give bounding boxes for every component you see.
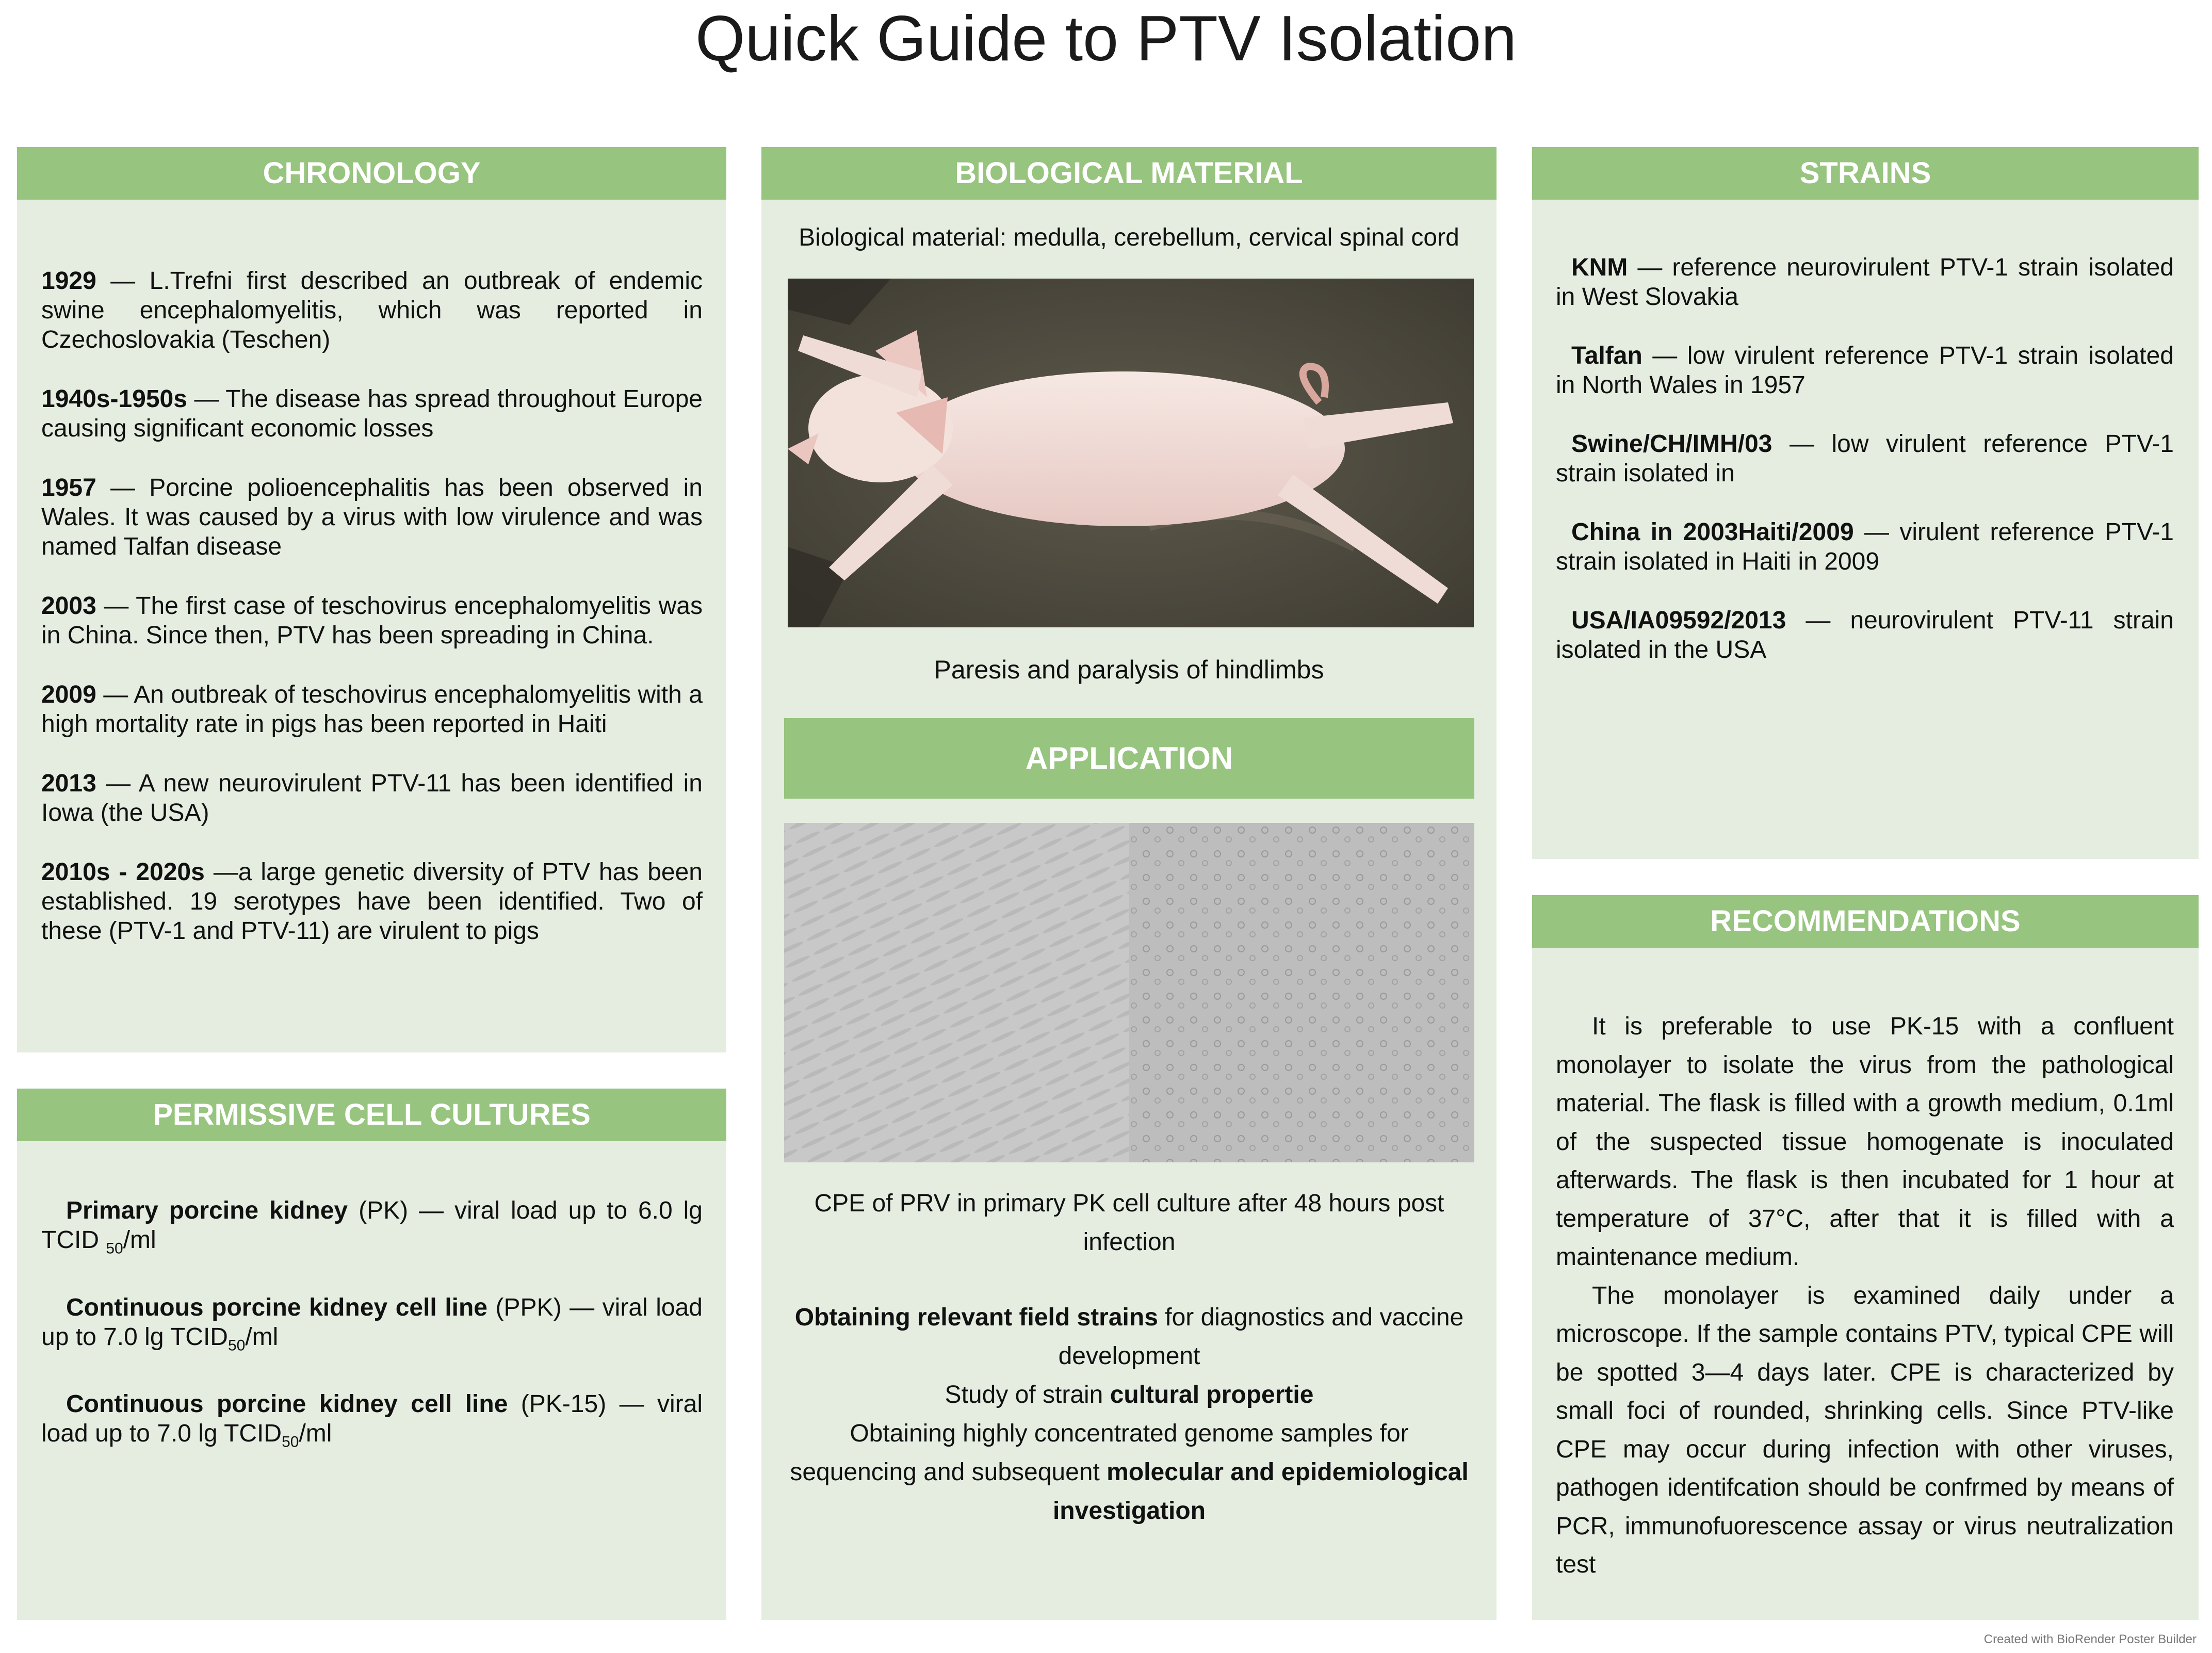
pig-photo-caption: Paresis and paralysis of hindlimbs <box>934 655 1324 684</box>
recommendations-text <box>1556 1008 2174 1584</box>
application-list <box>784 1298 1474 1530</box>
entry-text: — The first case of teschovirus encephalomyelitis was in China. Since then, PTV has been spreading in China. <box>41 592 703 649</box>
application-bold: Obtaining relevant field strains <box>794 1304 1158 1331</box>
strain-item <box>1556 606 2174 665</box>
chronology-entry <box>41 769 703 828</box>
entry-text: — Porcine polioencephalitis has been observed in Wales. It was caused by a virus with low virulence and was named Talfan disease <box>41 474 703 560</box>
strain-name: USA/IA09592/2013 <box>1571 607 1786 634</box>
entry-year: 1940s-1950s <box>41 385 187 413</box>
cell-cultures-list <box>41 1196 703 1486</box>
subscript: 50 <box>227 1337 246 1354</box>
application-text: for diagnostics and vaccine development <box>1058 1304 1464 1370</box>
cell-culture-name: Continuous porcine kidney cell line <box>66 1390 508 1418</box>
chronology-entry <box>41 266 703 354</box>
strain-text: — low virulent reference PTV-1 strain isolated in North Wales in 1957 <box>1556 342 2174 399</box>
cell-culture-detail: (PK) — viral load up to 6.0 lg TCID <box>41 1197 703 1254</box>
cell-cultures-heading: PERMISSIVE CELL CULTURES <box>17 1089 726 1141</box>
cell-culture-item <box>41 1389 703 1457</box>
cell-culture-item <box>41 1196 703 1263</box>
strain-item <box>1556 517 2174 576</box>
strain-text: — neurovirulent PTV-11 strain isolated in the USA <box>1556 607 2174 663</box>
strain-name: Swine/CH/IMH/03 <box>1571 430 1772 458</box>
entry-text: — An outbreak of teschovirus encephalomyelitis with a high mortality rate in pigs has been reported in Haiti <box>41 681 703 738</box>
entry-text: —a large genetic diversity of PTV has been established. 19 serotypes have been identified. Two of these (PTV-1 and PTV-11) are virulent to pigs <box>41 858 703 945</box>
cell-culture-detail: (PPK) — viral load up to 7.0 lg TCID <box>41 1293 703 1351</box>
application-item <box>784 1375 1474 1414</box>
strains-list <box>1556 253 2174 694</box>
strains-heading: STRAINS <box>1532 147 2199 200</box>
entry-year: 1929 <box>41 267 96 295</box>
chronology-entry <box>41 473 703 561</box>
cell-culture-item <box>41 1293 703 1360</box>
chronology-list <box>41 266 703 976</box>
chronology-entry <box>41 680 703 739</box>
entry-text: — A new neurovirulent PTV-11 has been identified in Iowa (the USA) <box>41 770 703 826</box>
pig-photo <box>788 279 1474 627</box>
unit: /ml <box>299 1420 332 1448</box>
unit: /ml <box>123 1226 156 1254</box>
application-item <box>784 1414 1474 1530</box>
credit-text: Created with BioRender Poster Builder <box>1983 1632 2197 1646</box>
strain-item <box>1556 341 2174 400</box>
unit: /ml <box>245 1323 279 1351</box>
subscript: 50 <box>106 1240 123 1257</box>
chronology-entry <box>41 384 703 443</box>
strain-name: KNM <box>1571 254 1628 281</box>
recommendations-heading: RECOMMENDATIONS <box>1532 895 2199 948</box>
cell-culture-micrograph <box>784 823 1474 1162</box>
entry-year: 2013 <box>41 770 96 797</box>
entry-text: — L.Trefni first described an outbreak of endemic swine encephalomyelitis, which was reported in Czechoslovakia (Teschen) <box>41 267 703 353</box>
chronology-entry <box>41 857 703 946</box>
cell-culture-name: Primary porcine kidney <box>66 1197 348 1224</box>
cell-culture-name: Continuous porcine kidney cell line <box>66 1293 487 1321</box>
strain-name: Talfan <box>1571 342 1642 369</box>
application-bold: cultural propertie <box>1110 1381 1314 1408</box>
strain-name: China in 2003Haiti/2009 <box>1571 518 1854 546</box>
biological-material-heading: BIOLOGICAL MATERIAL <box>761 147 1497 200</box>
entry-year: 2010s - 2020s <box>41 858 205 886</box>
cell-culture-detail: (PK-15) — viral load up to 7.0 lg TCID <box>41 1390 703 1448</box>
poster-title: Quick Guide to PTV Isolation <box>695 3 1517 74</box>
recommendation-paragraph: It is preferable to use PK-15 with a confluent monolayer to isolate the virus from the pathological material. The flask is filled with a growth medium, 0.1ml of the suspected tissue homogenate is inoculated afterwards. The flask is then incubated for 1 hour at temperature of 37°C, after that it is filled with a maintenance medium. <box>1556 1013 2174 1271</box>
application-text: Study of strain <box>945 1381 1110 1408</box>
strain-text: — low virulent reference PTV-1 strain isolated in <box>1556 430 2174 487</box>
entry-year: 2009 <box>41 681 96 708</box>
strain-text: — virulent reference PTV-1 strain isolated in Haiti in 2009 <box>1556 518 2174 575</box>
biological-material-intro: Biological material: medulla, cerebellum, cervical spinal cord <box>799 224 1459 251</box>
recommendation-paragraph: The monolayer is examined daily under a microscope. If the sample contains PTV, typical CPE will be spotted 3—4 days later. CPE is characterized by small foci of rounded, shrinking cells. Since PTV-like CPE may occur during infection with other viruses, pathogen identifcation should be confrmed by means of PCR, immunofuorescence assay or virus neutralization test <box>1556 1282 2174 1578</box>
chronology-entry <box>41 591 703 650</box>
subscript: 50 <box>282 1433 299 1451</box>
application-item <box>784 1298 1474 1375</box>
chronology-heading: CHRONOLOGY <box>17 147 726 200</box>
entry-text: — The disease has spread throughout Europe causing significant economic losses <box>41 385 703 442</box>
application-heading: APPLICATION <box>784 718 1474 799</box>
micrograph-caption: CPE of PRV in primary PK cell culture after 48 hours post infection <box>814 1190 1444 1256</box>
entry-year: 1957 <box>41 474 96 501</box>
strain-text: — reference neurovirulent PTV-1 strain isolated in West Slovakia <box>1556 254 2174 311</box>
strain-item <box>1556 429 2174 488</box>
application-bold: molecular and epidemiological investigation <box>1052 1458 1469 1525</box>
entry-year: 2003 <box>41 592 96 620</box>
strain-item <box>1556 253 2174 312</box>
application-text: Obtaining highly concentrated genome samples for sequencing and subsequent <box>790 1420 1409 1486</box>
